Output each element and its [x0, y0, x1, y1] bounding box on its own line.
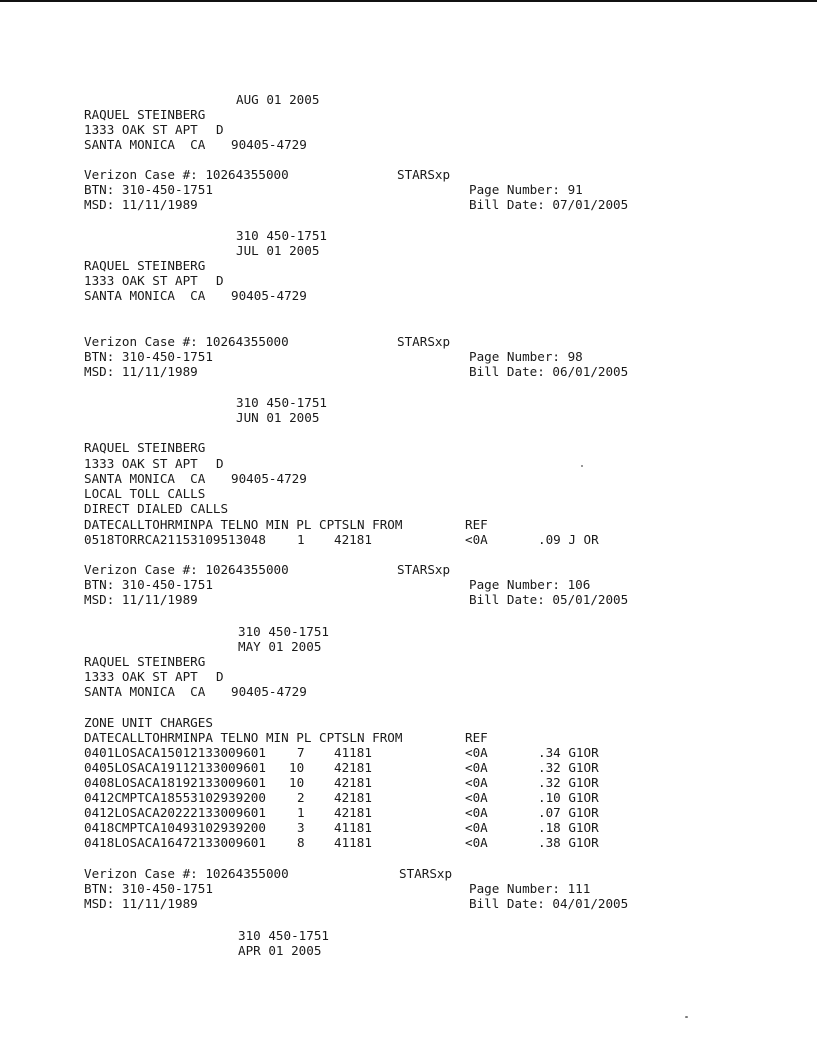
section-title: ZONE UNIT CHARGES [84, 715, 213, 730]
column-header: DATECALLTOHRMINPA TELNO MIN PL CPTSLN FROM [84, 517, 403, 532]
call-record: 0408LOSACA18192133009601 [84, 775, 266, 790]
page-number: Page Number: 111 [469, 881, 591, 896]
call-ref: <0A [465, 745, 488, 760]
call-record: 0518TORRCA21153109513048 [84, 532, 266, 547]
column-header-ref: REF [465, 517, 488, 532]
scan-top-edge [0, 0, 817, 2]
zip-code: 90405-4729 [231, 288, 307, 303]
call-ref: <0A [465, 760, 488, 775]
apt-number: D [216, 456, 224, 471]
msd-date: MSD: 11/11/1989 [84, 197, 198, 212]
call-ref: <0A [465, 775, 488, 790]
msd-date: MSD: 11/11/1989 [84, 364, 198, 379]
call-ref: <0A [465, 820, 488, 835]
call-record: 0412LOSACA20222133009601 [84, 805, 266, 820]
call-ref: <0A [465, 835, 488, 850]
street-address: 1333 OAK ST APT [84, 669, 198, 684]
statement-date: APR 01 2005 [238, 943, 322, 958]
call-amount: .09 J OR [538, 532, 599, 547]
case-number: Verizon Case #: 10264355000 [84, 562, 289, 577]
call-ref: <0A [465, 532, 488, 547]
statement-date: JUL 01 2005 [236, 243, 320, 258]
call-pl: 42181 [334, 760, 372, 775]
customer-name: RAQUEL STEINBERG [84, 107, 206, 122]
street-address: 1333 OAK ST APT [84, 273, 198, 288]
call-record: 0401LOSACA15012133009601 [84, 745, 266, 760]
street-address: 1333 OAK ST APT [84, 456, 198, 471]
call-amount: .18 G1OR [538, 820, 599, 835]
column-header-ref: REF [465, 730, 488, 745]
apt-number: D [216, 669, 224, 684]
zip-code: 90405-4729 [231, 471, 307, 486]
bill-date: Bill Date: 05/01/2005 [469, 592, 629, 607]
customer-name: RAQUEL STEINBERG [84, 654, 206, 669]
system-name: STARSxp [397, 167, 451, 182]
call-pl: 41181 [334, 835, 372, 850]
case-number: Verizon Case #: 10264355000 [84, 167, 289, 182]
btn-number: BTN: 310-450-1751 [84, 577, 213, 592]
call-minutes: 8 [297, 835, 305, 850]
city-state: SANTA MONICA CA [84, 288, 206, 303]
column-header: DATECALLTOHRMINPA TELNO MIN PL CPTSLN FROM [84, 730, 403, 745]
scan-speck [685, 1016, 688, 1018]
call-ref: <0A [465, 790, 488, 805]
call-minutes: 1 [297, 805, 305, 820]
case-number: Verizon Case #: 10264355000 [84, 866, 289, 881]
call-pl: 42181 [334, 775, 372, 790]
system-name: STARSxp [397, 334, 451, 349]
btn-number: BTN: 310-450-1751 [84, 881, 213, 896]
apt-number: D [216, 122, 224, 137]
case-number: Verizon Case #: 10264355000 [84, 334, 289, 349]
page-number: Page Number: 106 [469, 577, 591, 592]
statement-date: JUN 01 2005 [236, 410, 320, 425]
bill-date: Bill Date: 07/01/2005 [469, 197, 629, 212]
city-state: SANTA MONICA CA [84, 137, 206, 152]
phone-number: 310 450-1751 [236, 228, 327, 243]
page-number: Page Number: 98 [469, 349, 583, 364]
msd-date: MSD: 11/11/1989 [84, 896, 198, 911]
scan-speck [581, 465, 583, 467]
city-state: SANTA MONICA CA [84, 471, 206, 486]
call-pl: 41181 [334, 745, 372, 760]
call-pl: 42181 [334, 790, 372, 805]
call-minutes: 3 [297, 820, 305, 835]
customer-name: RAQUEL STEINBERG [84, 440, 206, 455]
call-pl: 42181 [334, 805, 372, 820]
call-minutes: 10 [289, 760, 305, 775]
customer-name: RAQUEL STEINBERG [84, 258, 206, 273]
call-minutes: 1 [297, 532, 305, 547]
call-record: 0418CMPTCA10493102939200 [84, 820, 266, 835]
call-amount: .34 G1OR [538, 745, 599, 760]
street-address: 1333 OAK ST APT [84, 122, 198, 137]
phone-number: 310 450-1751 [238, 624, 329, 639]
call-pl: 42181 [334, 532, 372, 547]
call-ref: <0A [465, 805, 488, 820]
call-amount: .32 G1OR [538, 760, 599, 775]
btn-number: BTN: 310-450-1751 [84, 182, 213, 197]
call-minutes: 7 [297, 745, 305, 760]
section-subtitle: DIRECT DIALED CALLS [84, 501, 229, 516]
call-amount: .07 G1OR [538, 805, 599, 820]
phone-number: 310 450-1751 [238, 928, 329, 943]
call-record: 0405LOSACA19112133009601 [84, 760, 266, 775]
call-amount: .38 G1OR [538, 835, 599, 850]
statement-date: MAY 01 2005 [238, 639, 322, 654]
call-amount: .10 G1OR [538, 790, 599, 805]
call-amount: .32 G1OR [538, 775, 599, 790]
call-record: 0418LOSACA16472133009601 [84, 835, 266, 850]
statement-date: AUG 01 2005 [236, 92, 320, 107]
btn-number: BTN: 310-450-1751 [84, 349, 213, 364]
call-minutes: 2 [297, 790, 305, 805]
bill-date: Bill Date: 06/01/2005 [469, 364, 629, 379]
bill-date: Bill Date: 04/01/2005 [469, 896, 629, 911]
call-pl: 41181 [334, 820, 372, 835]
zip-code: 90405-4729 [231, 137, 307, 152]
section-title: LOCAL TOLL CALLS [84, 486, 206, 501]
call-minutes: 10 [289, 775, 305, 790]
page-number: Page Number: 91 [469, 182, 583, 197]
city-state: SANTA MONICA CA [84, 684, 206, 699]
apt-number: D [216, 273, 224, 288]
system-name: STARSxp [399, 866, 453, 881]
system-name: STARSxp [397, 562, 451, 577]
phone-number: 310 450-1751 [236, 395, 327, 410]
zip-code: 90405-4729 [231, 684, 307, 699]
msd-date: MSD: 11/11/1989 [84, 592, 198, 607]
call-record: 0412CMPTCA18553102939200 [84, 790, 266, 805]
